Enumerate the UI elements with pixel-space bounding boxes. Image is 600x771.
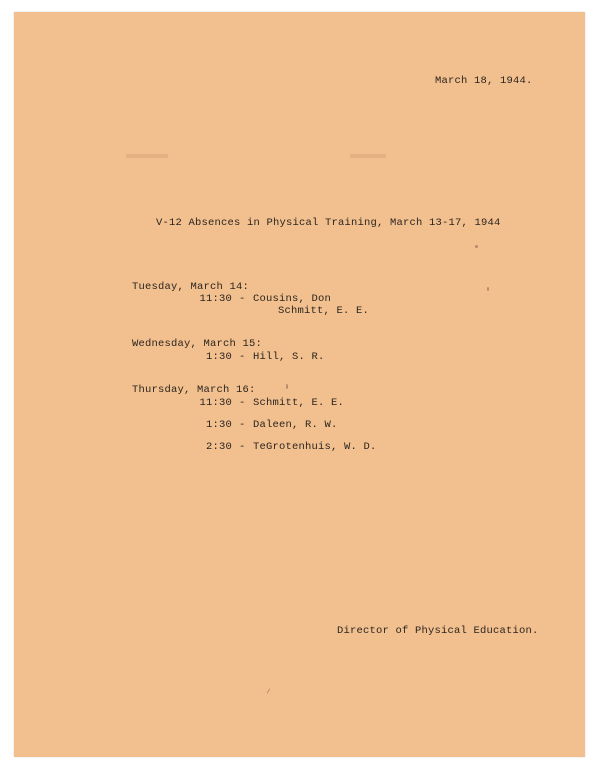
- entry-time: 11:30: [199, 397, 232, 409]
- entry-name: Hill, S. R.: [253, 351, 325, 363]
- entry-separator: -: [239, 351, 246, 363]
- document-page: [14, 12, 585, 757]
- day-label-thursday: Thursday, March 16:: [132, 384, 256, 396]
- faint-mark: [350, 154, 386, 158]
- document-date: March 18, 1944.: [435, 75, 533, 87]
- entry-time: 11:30: [199, 293, 232, 305]
- entry-name: TeGrotenhuis, W. D.: [253, 441, 377, 453]
- entry-separator: -: [239, 397, 246, 409]
- day-label-wednesday: Wednesday, March 15:: [132, 338, 263, 350]
- entry-separator: -: [239, 419, 246, 431]
- document-title: V-12 Absences in Physical Training, March 13-17, 1944: [156, 217, 501, 229]
- entry-time: 2:30: [205, 441, 232, 453]
- paper-speck: [475, 245, 478, 248]
- entry-name: Schmitt, E. E.: [253, 397, 345, 409]
- paper-speck: [267, 688, 271, 694]
- entry-name: Schmitt, E. E.: [278, 305, 370, 317]
- entry-time: 1:30: [205, 419, 232, 431]
- entry-time: 1:30: [205, 351, 232, 363]
- day-label-tuesday: Tuesday, March 14:: [132, 281, 250, 293]
- faint-mark: [126, 154, 168, 158]
- entry-separator: -: [239, 441, 246, 453]
- entry-name: Cousins, Don: [253, 293, 332, 305]
- paper-speck: [487, 287, 489, 291]
- paper-speck: [286, 384, 288, 389]
- entry-separator: -: [239, 293, 246, 305]
- signature-line: Director of Physical Education.: [337, 625, 539, 637]
- entry-name: Daleen, R. W.: [253, 419, 338, 431]
